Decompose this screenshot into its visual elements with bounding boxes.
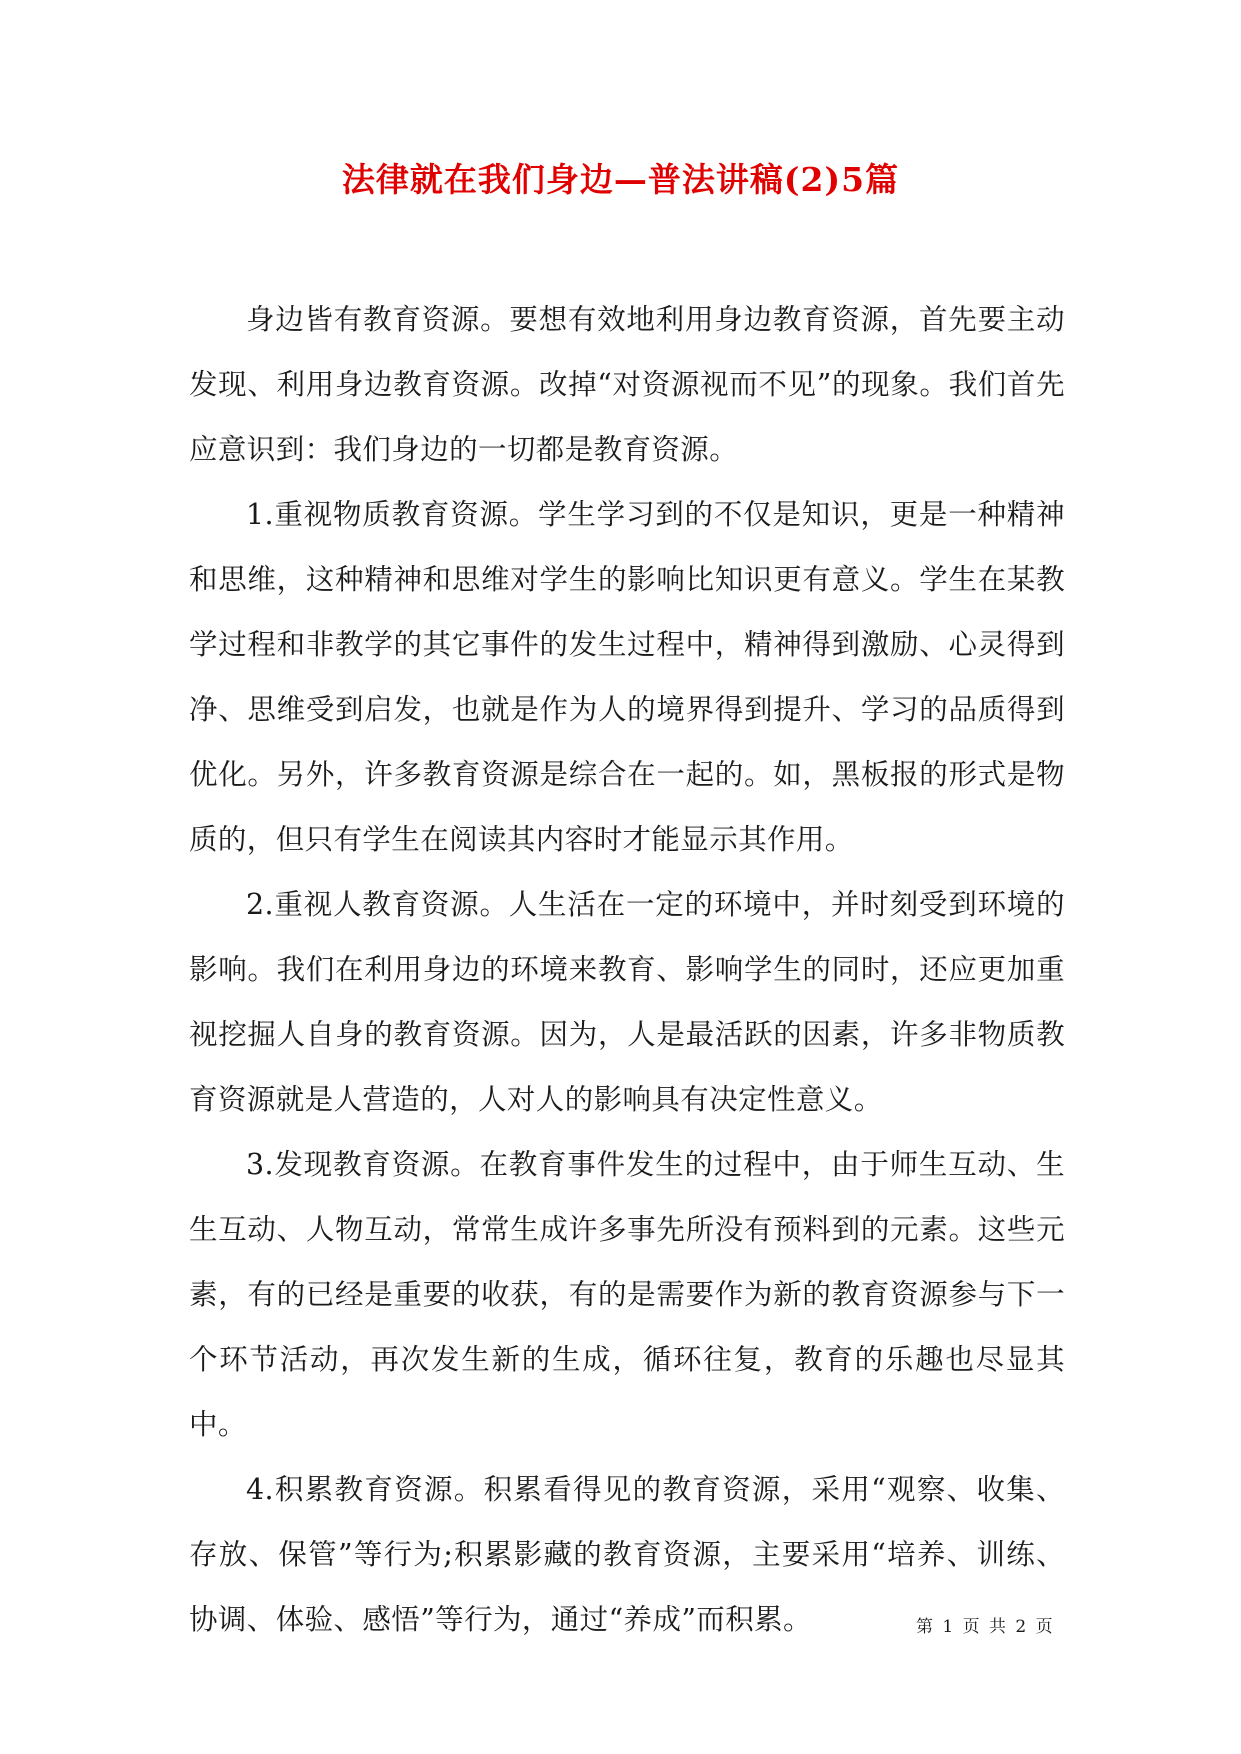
- paragraph-2: 2.重视人教育资源。人生活在一定的环境中，并时刻受到环境的影响。我们在利用身边的环境来教育、影响学生的同时，还应更加重视挖掘人自身的教育资源。因为，人是最活跃的因素，许多非物质教育资源就是人营造的，人对人的影响具有决定性意义。: [189, 888, 1065, 1116]
- paragraph-3: 3.发现教育资源。在教育事件发生的过程中，由于师生互动、生生互动、人物互动，常常生成许多事先所没有预料到的元素。这些元素，有的已经是重要的收获，有的是需要作为新的教育资源参与下一个环节活动，再次发生新的生成，循环往复，教育的乐趣也尽显其中。: [189, 1148, 1065, 1441]
- paragraph-intro: 身边皆有教育资源。要想有效地利用身边教育资源，首先要主动发现、利用身边教育资源。改掉“对资源视而不见”的现象。我们首先应意识到：我们身边的一切都是教育资源。: [189, 303, 1065, 466]
- paragraph-4: 4.积累教育资源。积累看得见的教育资源，采用“观察、收集、存放、保管”等行为;积累影藏的教育资源，主要采用“培养、训练、协调、体验、感悟”等行为，通过“养成”而积累。: [189, 1473, 1065, 1636]
- paragraph-1: 1.重视物质教育资源。学生学习到的不仅是知识，更是一种精神和思维，这种精神和思维对学生的影响比知识更有意义。学生在某教学过程和非教学的其它事件的发生过程中，精神得到激励、心灵得到净、思维受到启发，也就是作为人的境界得到提升、学习的品质得到优化。另外，许多教育资源是综合在一起的。如，黑板报的形式是物质的，但只有学生在阅读其内容时才能显示其作用。: [189, 498, 1065, 856]
- document-title: 法律就在我们身边—普法讲稿(2)5篇: [341, 160, 900, 199]
- document-body: [189, 287, 1065, 1652]
- page-number-footer: 第 1 页 共 2 页: [916, 1617, 1055, 1637]
